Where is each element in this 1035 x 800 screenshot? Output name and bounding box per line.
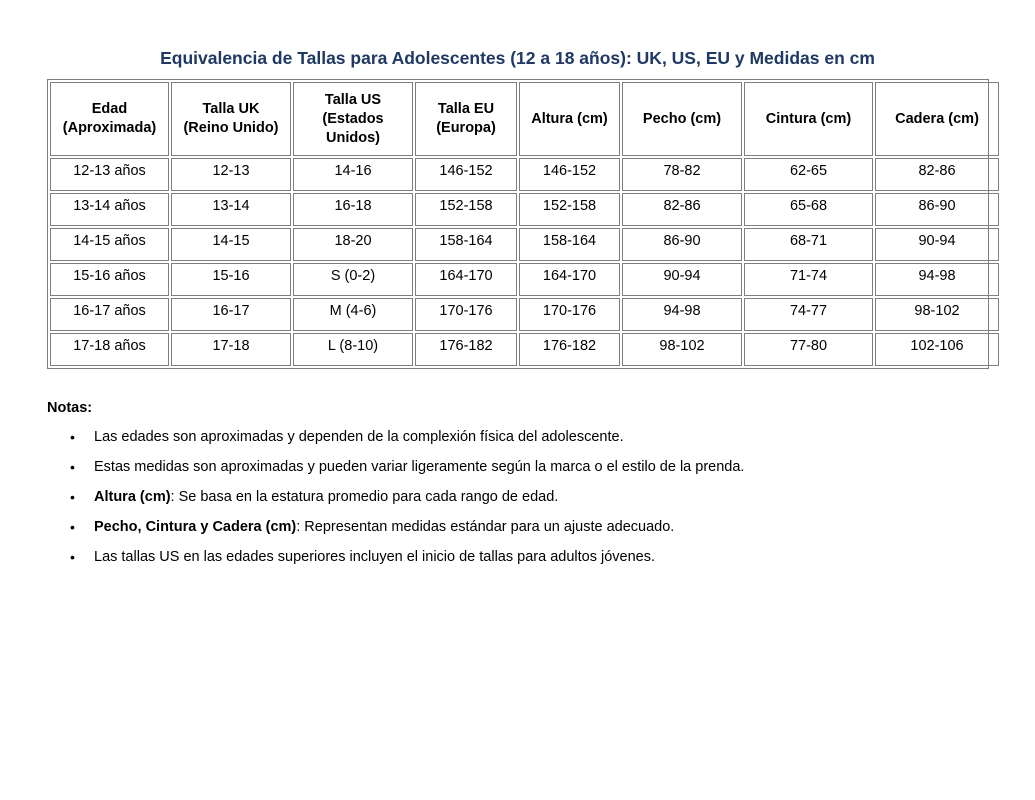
notes-list [47, 428, 987, 578]
notes-heading: Notas: [47, 400, 93, 416]
table-cell: L (8-10) [293, 333, 413, 366]
table-cell: M (4-6) [293, 298, 413, 331]
table-row [50, 333, 999, 366]
table-row [50, 158, 999, 191]
table-cell: 164-170 [415, 263, 517, 296]
table-row [50, 193, 999, 226]
page-title: Equivalencia de Tallas para Adolescentes (12 a 18 años): UK, US, EU y Medidas en cm [160, 48, 875, 68]
size-table-frame [47, 79, 989, 369]
header-cell: Pecho (cm) [622, 82, 742, 156]
table-cell: 17-18 [171, 333, 291, 366]
table-row [50, 228, 999, 261]
table-cell: 16-17 [171, 298, 291, 331]
table-cell: 102-106 [875, 333, 999, 366]
table-cell: 18-20 [293, 228, 413, 261]
table-cell: 158-164 [415, 228, 517, 261]
table-cell: 164-170 [519, 263, 620, 296]
list-item [47, 488, 987, 518]
note-text: : Representan medidas estándar para un ajuste adecuado. [296, 519, 675, 535]
list-item [47, 548, 987, 578]
table-cell: 170-176 [519, 298, 620, 331]
table-cell: 74-77 [744, 298, 873, 331]
note-text: Estas medidas son aproximadas y pueden variar ligeramente según la marca o el estilo de la prenda. [94, 459, 745, 475]
note-text: : Se basa en la estatura promedio para cada rango de edad. [170, 489, 559, 505]
header-cell: Cadera (cm) [875, 82, 999, 156]
table-cell: 86-90 [875, 193, 999, 226]
table-cell: 176-182 [415, 333, 517, 366]
header-cell: Talla US (Estados Unidos) [293, 82, 413, 156]
table-cell: 98-102 [875, 298, 999, 331]
table-cell: 152-158 [519, 193, 620, 226]
table-cell: 16-17 años [50, 298, 169, 331]
table-cell: 17-18 años [50, 333, 169, 366]
note-strong: Pecho, Cintura y Cadera (cm) [94, 519, 297, 535]
table-cell: 176-182 [519, 333, 620, 366]
table-cell: 94-98 [622, 298, 742, 331]
table-row [50, 298, 999, 331]
table-cell: 77-80 [744, 333, 873, 366]
header-cell: Talla UK (Reino Unido) [171, 82, 291, 156]
bullet-icon: • [70, 429, 75, 445]
table-header-row [50, 82, 999, 156]
table-cell: 86-90 [622, 228, 742, 261]
table-cell: 90-94 [622, 263, 742, 296]
table-cell: 78-82 [622, 158, 742, 191]
note-strong: Altura (cm) [94, 489, 171, 505]
table-cell: 90-94 [875, 228, 999, 261]
table-cell: 65-68 [744, 193, 873, 226]
bullet-icon: • [70, 519, 75, 535]
table-cell: 98-102 [622, 333, 742, 366]
table-cell: 94-98 [875, 263, 999, 296]
header-cell: Edad (Aproximada) [50, 82, 169, 156]
table-cell: 13-14 [171, 193, 291, 226]
header-cell: Talla EU (Europa) [415, 82, 517, 156]
table-cell: 146-152 [519, 158, 620, 191]
table-cell: 15-16 años [50, 263, 169, 296]
table-cell: 71-74 [744, 263, 873, 296]
bullet-icon: • [70, 489, 75, 505]
table-row [50, 263, 999, 296]
table-cell: 15-16 [171, 263, 291, 296]
table-cell: 14-16 [293, 158, 413, 191]
table-cell: 12-13 [171, 158, 291, 191]
table-cell: 158-164 [519, 228, 620, 261]
table-cell: 170-176 [415, 298, 517, 331]
table-cell: 14-15 años [50, 228, 169, 261]
list-item [47, 518, 987, 548]
table-cell: 62-65 [744, 158, 873, 191]
note-text: Las tallas US en las edades superiores incluyen el inicio de tallas para adultos jóvenes. [94, 549, 655, 565]
table-cell: 82-86 [622, 193, 742, 226]
header-cell: Altura (cm) [519, 82, 620, 156]
bullet-icon: • [70, 549, 75, 565]
table-cell: 152-158 [415, 193, 517, 226]
table-cell: 13-14 años [50, 193, 169, 226]
bullet-icon: • [70, 459, 75, 475]
table-cell: 146-152 [415, 158, 517, 191]
table-cell: 12-13 años [50, 158, 169, 191]
list-item [47, 428, 987, 458]
table-cell: S (0-2) [293, 263, 413, 296]
note-text: Las edades son aproximadas y dependen de la complexión física del adolescente. [94, 429, 624, 445]
size-table [48, 80, 1001, 368]
table-cell: 68-71 [744, 228, 873, 261]
table-cell: 82-86 [875, 158, 999, 191]
table-cell: 14-15 [171, 228, 291, 261]
list-item [47, 458, 987, 488]
table-cell: 16-18 [293, 193, 413, 226]
header-cell: Cintura (cm) [744, 82, 873, 156]
